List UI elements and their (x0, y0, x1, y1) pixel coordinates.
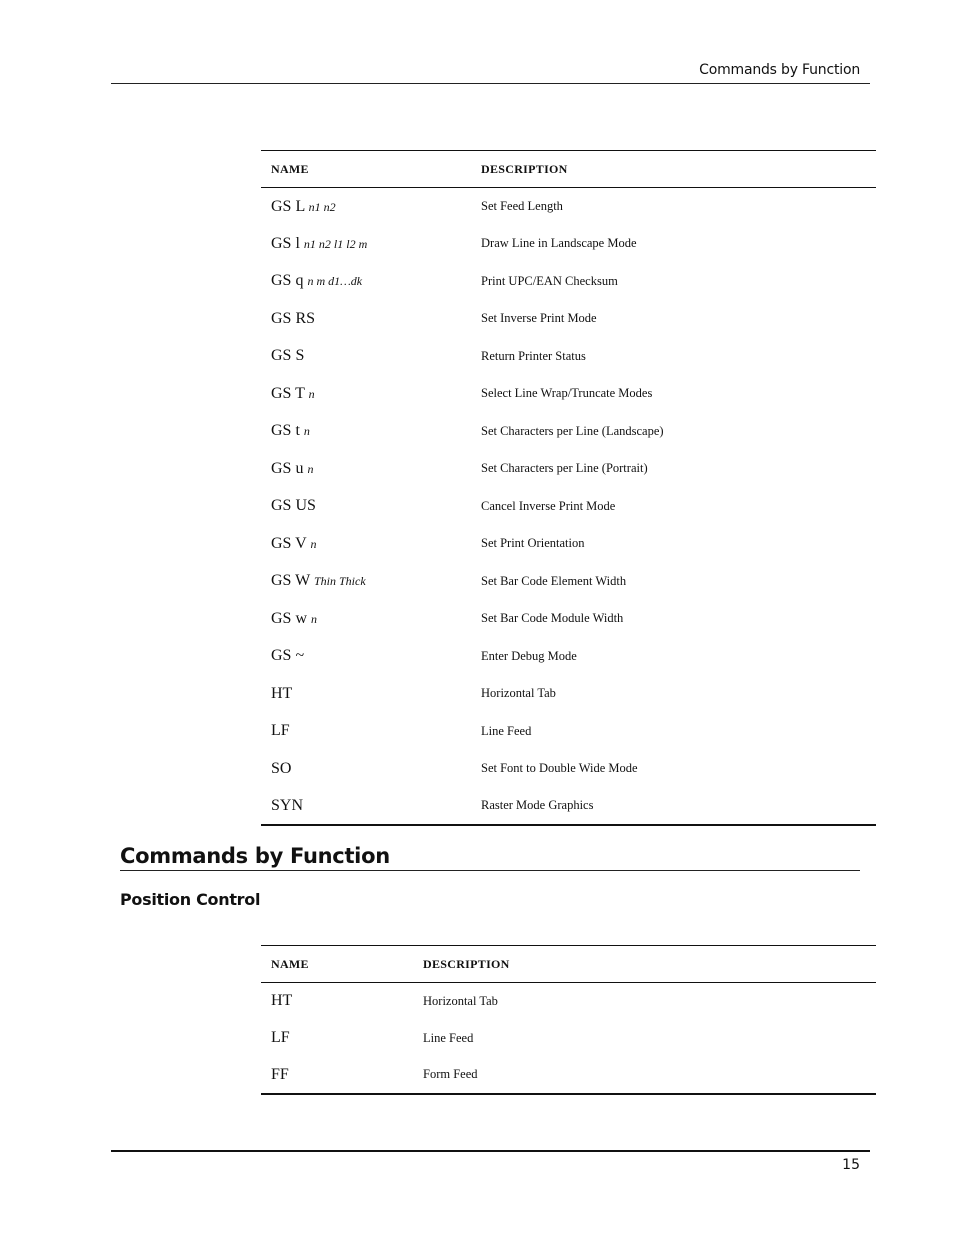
command-name-cell (261, 788, 471, 826)
command-name: HT (271, 992, 293, 1010)
command-params: n (303, 424, 310, 439)
command-description: Select Line Wrap/Truncate Modes (481, 386, 653, 401)
table-row (261, 525, 876, 563)
command-name: GS L (271, 197, 305, 215)
table-row (261, 1057, 876, 1094)
command-name: LF (271, 722, 290, 740)
command-name-cell (261, 300, 471, 338)
table-row (261, 188, 876, 226)
command-description: Horizontal Tab (423, 993, 498, 1008)
command-name: FF (271, 1065, 289, 1083)
commands-table (261, 150, 876, 826)
command-description: Set Font to Double Wide Mode (481, 761, 638, 776)
command-name-cell (261, 983, 413, 1020)
command-name-cell (261, 413, 471, 451)
command-description: Horizontal Tab (481, 686, 556, 701)
command-description: Line Feed (423, 1030, 474, 1045)
command-name: GS q (271, 272, 304, 290)
command-name-cell (261, 225, 471, 263)
command-params: Thin Thick (313, 574, 366, 589)
command-description: Enter Debug Mode (481, 648, 577, 663)
command-description: Cancel Inverse Print Mode (481, 498, 616, 513)
table-row (261, 713, 876, 751)
position-control-table (261, 945, 876, 1095)
table-row (261, 638, 876, 676)
table-row (261, 488, 876, 526)
table-row (261, 600, 876, 638)
command-params: n (307, 461, 314, 476)
command-description: Form Feed (413, 1057, 876, 1094)
table-header-row (261, 946, 876, 983)
command-description: Set Bar Code Module Width (481, 611, 624, 626)
command-name: GS l (271, 234, 300, 252)
table-header-row (261, 151, 876, 188)
command-params: n1 n2 (308, 199, 336, 214)
command-name: GS t (271, 422, 300, 440)
command-name-cell (261, 375, 471, 413)
command-name: SO (271, 759, 292, 777)
command-description: Set Inverse Print Mode (481, 311, 597, 326)
section-heading: Commands by Function (120, 843, 860, 871)
table-row (261, 983, 876, 1020)
command-description: Print UPC/EAN Checksum (481, 273, 618, 288)
command-params: n (311, 611, 318, 626)
command-name: GS u (271, 459, 304, 477)
command-name: GS US (271, 497, 316, 515)
command-name: GS V (271, 534, 307, 552)
table-row (261, 225, 876, 263)
table-row (261, 375, 876, 413)
table-row (261, 300, 876, 338)
subsection-heading: Position Control (120, 890, 261, 909)
table-row (261, 788, 876, 826)
command-name: LF (271, 1029, 290, 1046)
command-name-cell (261, 1057, 413, 1094)
command-name-cell (261, 750, 471, 788)
column-header-name: NAME (261, 151, 471, 188)
command-description: Set Feed Length (481, 199, 563, 213)
command-name: GS RS (271, 309, 316, 327)
table-row (261, 450, 876, 488)
command-description: Set Characters per Line (Landscape) (481, 423, 664, 438)
command-description: Raster Mode Graphics (471, 788, 876, 826)
table-row (261, 563, 876, 601)
command-name: GS W (271, 572, 310, 590)
running-header-title: Commands by Function (699, 62, 860, 78)
table-row (261, 675, 876, 713)
command-name-cell (261, 600, 471, 638)
command-params: n (308, 386, 315, 401)
command-name-cell (261, 675, 471, 713)
command-params: n (310, 536, 317, 551)
command-description: Draw Line in Landscape Mode (481, 236, 637, 251)
command-description: Set Print Orientation (481, 536, 585, 551)
column-header-description: DESCRIPTION (471, 151, 876, 188)
command-name-cell (261, 263, 471, 301)
command-description: Return Printer Status (481, 348, 586, 363)
command-name: HT (271, 684, 293, 702)
table-row (261, 263, 876, 301)
command-name-cell (261, 1020, 413, 1057)
running-footer (111, 1150, 870, 1173)
command-name: GS w (271, 609, 308, 627)
command-params: n1 n2 l1 l2 m (303, 236, 368, 251)
table-row (261, 1020, 876, 1057)
command-name: GS ~ (271, 647, 305, 665)
command-name-cell (261, 638, 471, 676)
command-name-cell (261, 488, 471, 526)
command-name-cell (261, 188, 471, 226)
command-name-cell (261, 563, 471, 601)
page-number: 15 (842, 1157, 860, 1173)
command-name-cell (261, 450, 471, 488)
command-params: n m d1…dk (307, 274, 363, 289)
command-name-cell (261, 713, 471, 751)
command-description: Line Feed (481, 723, 532, 738)
command-name-cell (261, 525, 471, 563)
command-name-cell (261, 338, 471, 376)
command-description: Set Characters per Line (Portrait) (481, 461, 648, 476)
column-header-name: NAME (261, 946, 413, 983)
command-name: GS T (271, 384, 305, 402)
command-name: SYN (271, 796, 304, 814)
command-description: Set Bar Code Element Width (481, 573, 627, 588)
table-row (261, 750, 876, 788)
table-row (261, 413, 876, 451)
column-header-description: DESCRIPTION (413, 946, 876, 983)
command-name: GS S (271, 347, 305, 365)
table-row (261, 338, 876, 376)
running-header (111, 62, 870, 84)
